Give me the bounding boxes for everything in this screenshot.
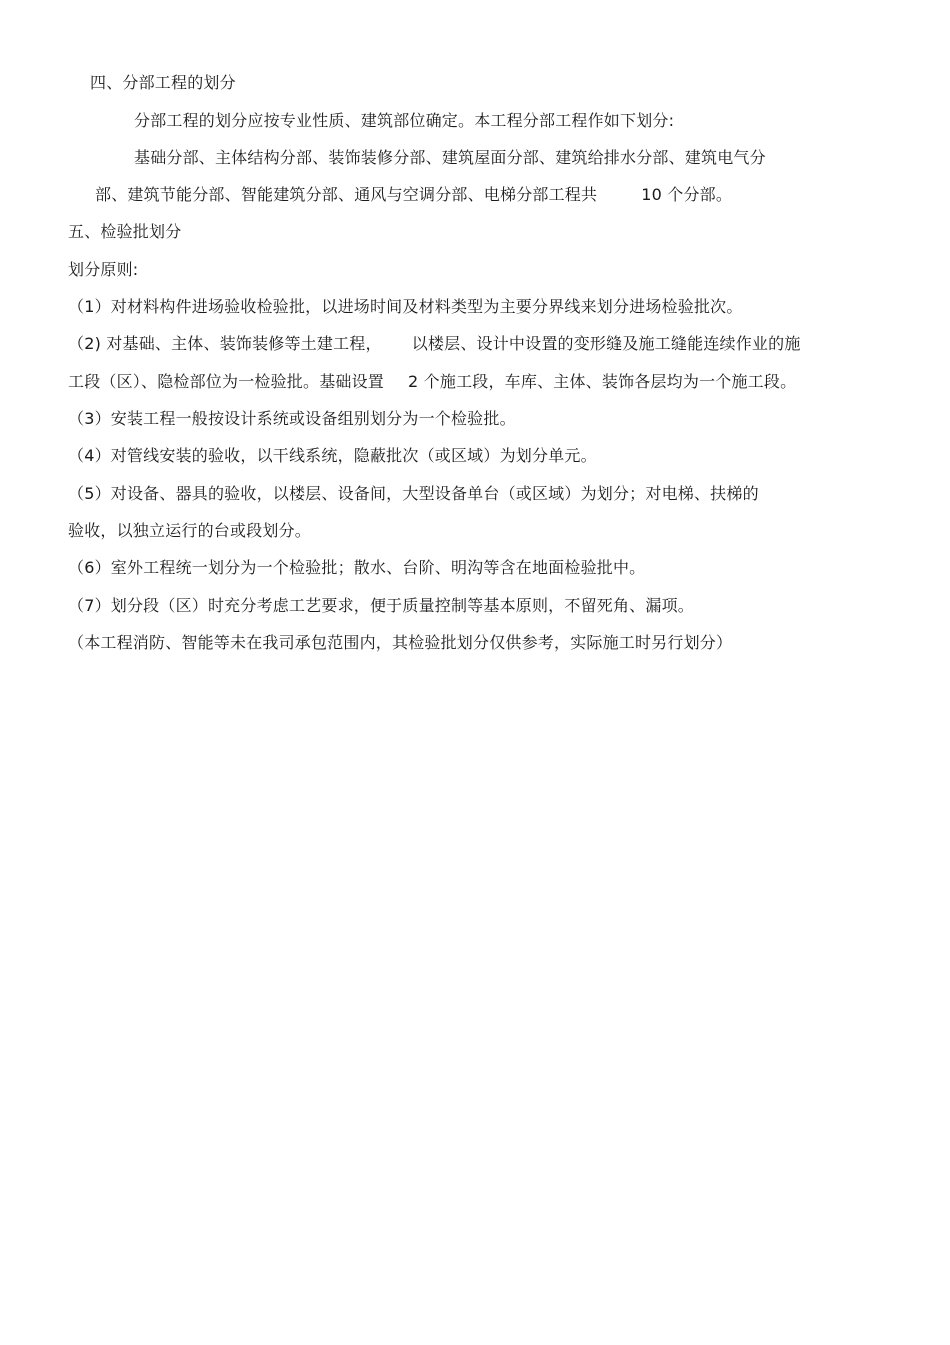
principle-item-5-line-1: （5）对设备、器具的验收，以楼层、设备间，大型设备单台（或区域）为划分；对电梯、扶梯的	[68, 484, 759, 503]
principle-item-2-line-2-part-b: 2 个施工段，车库、主体、装饰各层均为一个施工段。	[408, 372, 797, 391]
scope-note: （本工程消防、智能等未在我司承包范围内，其检验批划分仅供参考，实际施工时另行划分）	[68, 633, 733, 652]
principle-item-3: （3）安装工程一般按设计系统或设备组别划分为一个检验批。	[68, 409, 516, 428]
principle-item-4: （4）对管线安装的验收，以干线系统，隐蔽批次（或区域）为划分单元。	[68, 446, 597, 465]
principle-item-5-line-2: 验收，以独立运行的台或段划分。	[68, 521, 312, 540]
section-5-heading: 五、检验批划分	[68, 222, 182, 241]
principle-item-7: （7）划分段（区）时充分考虑工艺要求，便于质量控制等基本原则，不留死角、漏项。	[68, 596, 694, 615]
section-4-list-line-2	[95, 185, 732, 205]
principle-item-2-part-b: 以楼层、设计中设置的变形缝及施工缝能连续作业的施	[411, 334, 801, 353]
section-4-heading: 四、分部工程的划分	[90, 73, 236, 92]
principle-item-2-line-1	[68, 334, 801, 354]
section-4-list-line-2-part-a: 部、建筑节能分部、智能建筑分部、通风与空调分部、电梯分部工程共	[95, 185, 598, 204]
principle-item-6: （6）室外工程统一划分为一个检验批；散水、台阶、明沟等含在地面检验批中。	[68, 558, 646, 577]
section-4-list-line-1: 基础分部、主体结构分部、装饰装修分部、建筑屋面分部、建筑给排水分部、建筑电气分	[134, 148, 766, 167]
principle-item-1: （1）对材料构件进场验收检验批，以进场时间及材料类型为主要分界线来划分进场检验批次。	[68, 297, 743, 316]
principle-item-2-line-2-part-a: 工段（区）、隐检部位为一检验批。基础设置	[68, 372, 385, 391]
section-4-list-line-2-part-b: 10 个分部。	[641, 185, 733, 204]
principle-item-2-part-a: （2) 对基础、主体、装饰装修等土建工程，	[68, 334, 382, 353]
principle-item-2-line-2	[68, 372, 796, 392]
principle-label: 划分原则:	[68, 260, 139, 279]
section-4-intro: 分部工程的划分应按专业性质、建筑部位确定。本工程分部工程作如下划分:	[134, 111, 675, 130]
